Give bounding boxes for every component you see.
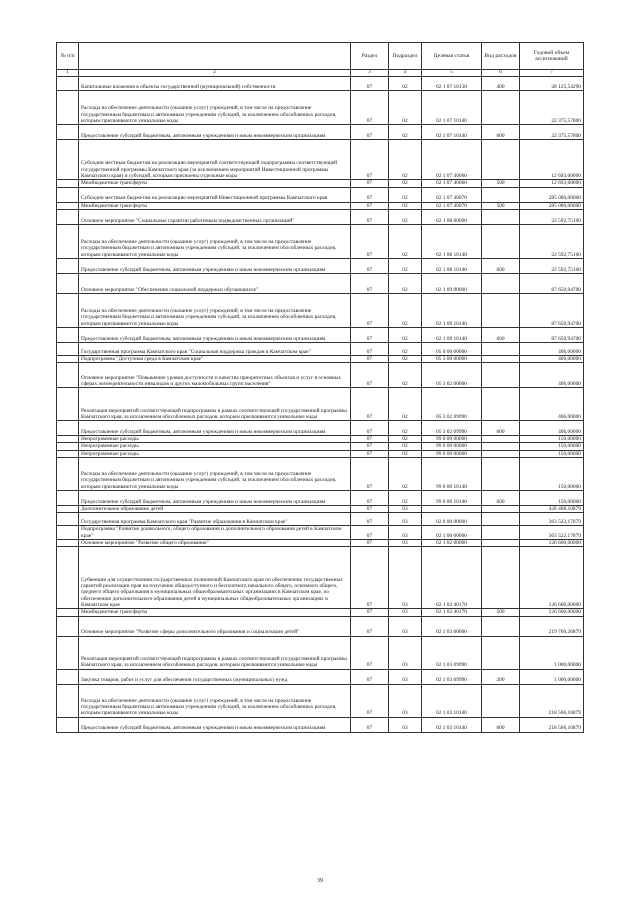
row-subsection-cell: 03 bbox=[389, 513, 422, 526]
row-name-cell: Предоставление субсидий бюджетным, автономным учреждениям и иным некоммерческим организациям bbox=[79, 717, 351, 732]
row-amount-cell: 126 600,00000 bbox=[520, 609, 584, 616]
row-subsection-cell: 03 bbox=[389, 669, 422, 684]
row-subsection-cell: 02 bbox=[389, 125, 422, 140]
row-target-cell: 02 1 00 00000 bbox=[422, 526, 482, 540]
row-num-cell bbox=[57, 450, 79, 457]
row-name-cell: Основное мероприятие "Развитие общего образования" bbox=[79, 539, 351, 546]
row-amount-cell: 219 760,26879 bbox=[520, 616, 584, 636]
row-name-cell: Непрограммные расходы bbox=[79, 443, 351, 450]
row-subsection-cell: 02 bbox=[389, 140, 422, 180]
row-target-cell: 02 1 09 10140 bbox=[422, 327, 482, 342]
row-name-cell: Субвенции для осуществления государственных полномочий Камчатского края по обеспечению государственных гарантий реализации прав на получение общедоступного и бесплатного начального общего, основного общего, среднего общего образования в муниципальных общеобразовательных организациях в Камчатском крае, по обеспечению дополнительного образования детей в муниципальных общеобразовательных организациях в Камчатском крае bbox=[79, 547, 351, 609]
row-exptype-cell: 600 bbox=[482, 491, 520, 506]
row-subsection-cell: 02 bbox=[389, 187, 422, 202]
row-num-cell bbox=[57, 140, 79, 180]
row-amount-cell: 218 566,16879 bbox=[520, 684, 584, 717]
row-exptype-cell bbox=[482, 140, 520, 180]
row-section-cell: 07 bbox=[351, 342, 389, 355]
row-subsection-cell: 02 bbox=[389, 258, 422, 273]
row-section-cell: 07 bbox=[351, 669, 389, 684]
table-row bbox=[57, 609, 584, 616]
row-target-cell: 02 1 03 00000 bbox=[422, 616, 482, 636]
row-target-cell: 02 1 09 00000 bbox=[422, 273, 482, 293]
row-amount-cell: 285 000,00000 bbox=[520, 202, 584, 209]
row-exptype-cell: 600 bbox=[482, 125, 520, 140]
row-exptype-cell bbox=[482, 342, 520, 355]
column-number: 1 bbox=[57, 70, 79, 77]
row-name-cell: Расходы на обеспечение деятельности (оказание услуг) учреждений, в том числе на предоставление государственным бюджетным и автономным учреждениям субсидий, за исключением обособленных расходов, которым присваиваются уникальные коды bbox=[79, 293, 351, 327]
row-amount-cell: 12 693,60000 bbox=[520, 180, 584, 187]
table-row bbox=[57, 458, 584, 491]
column-number-row bbox=[57, 70, 584, 77]
row-section-cell: 07 bbox=[351, 140, 389, 180]
table-row bbox=[57, 513, 584, 526]
row-name-cell: Государственная программа Камчатского края "Развитие образования в Камчатском крае" bbox=[79, 513, 351, 526]
row-amount-cell: 150,00000 bbox=[520, 450, 584, 457]
row-subsection-cell: 03 bbox=[389, 526, 422, 540]
row-name-cell: Расходы на обеспечение деятельности (оказание услуг) учреждений, в том числе на предоставление государственным бюджетным и автономным учреждениям субсидий, за исключением обособленных расходов, которым присваиваются уникальные коды bbox=[79, 684, 351, 717]
row-name-cell: Подпрограмма "Развитие дошкольного, общего образования и дополнительного образования детей в Камчатском крае" bbox=[79, 526, 351, 540]
row-name-cell: Основное мероприятие "Социальные гарантии работникам подведомственных организаций" bbox=[79, 209, 351, 224]
table-row bbox=[57, 616, 584, 636]
table-row bbox=[57, 273, 584, 293]
row-target-cell: 02 0 00 00000 bbox=[422, 513, 482, 526]
row-subsection-cell: 02 bbox=[389, 421, 422, 436]
row-name-cell: Субсидии местным бюджетам на реализацию мероприятий Инвестиционной программы Камчатского края bbox=[79, 187, 351, 202]
table-row bbox=[57, 258, 584, 273]
row-name-cell: Предоставление субсидий бюджетным, автономным учреждениям и иным некоммерческим организациям bbox=[79, 421, 351, 436]
row-exptype-cell bbox=[482, 187, 520, 202]
row-amount-cell: 126 600,00000 bbox=[520, 539, 584, 546]
row-section-cell: 07 bbox=[351, 388, 389, 421]
row-section-cell: 07 bbox=[351, 125, 389, 140]
row-exptype-cell: 500 bbox=[482, 180, 520, 187]
row-name-cell: Непрограммные расходы bbox=[79, 436, 351, 443]
row-subsection-cell: 02 bbox=[389, 436, 422, 443]
table-row bbox=[57, 526, 584, 540]
row-section-cell: 07 bbox=[351, 273, 389, 293]
row-num-cell bbox=[57, 363, 79, 388]
row-subsection-cell: 02 bbox=[389, 91, 422, 125]
row-subsection-cell: 03 bbox=[389, 684, 422, 717]
row-target-cell: 99 0 00 00000 bbox=[422, 443, 482, 450]
table-row bbox=[57, 491, 584, 506]
row-num-cell bbox=[57, 202, 79, 209]
row-target-cell: 05 0 00 00000 bbox=[422, 342, 482, 355]
table-row bbox=[57, 224, 584, 258]
row-target-cell: 02 1 08 00000 bbox=[422, 209, 482, 224]
row-exptype-cell: 600 bbox=[482, 421, 520, 436]
table-row bbox=[57, 450, 584, 457]
row-subsection-cell: 02 bbox=[389, 180, 422, 187]
row-amount-cell: 22 592,75100 bbox=[520, 224, 584, 258]
row-target-cell: 02 1 08 10140 bbox=[422, 258, 482, 273]
column-number: 2 bbox=[79, 70, 351, 77]
row-target-cell: 99 0 00 00000 bbox=[422, 436, 482, 443]
row-exptype-cell bbox=[482, 293, 520, 327]
row-exptype-cell bbox=[482, 450, 520, 457]
table-row bbox=[57, 636, 584, 669]
row-target-cell: 02 1 03 10140 bbox=[422, 684, 482, 717]
table-row bbox=[57, 717, 584, 732]
table-row bbox=[57, 669, 584, 684]
table-row bbox=[57, 91, 584, 125]
row-amount-cell: 406,00000 bbox=[520, 421, 584, 436]
row-amount-cell: 150,00000 bbox=[520, 458, 584, 491]
row-name-cell: Закупка товаров, работ и услуг для обеспечения государственных (муниципальных) нужд bbox=[79, 669, 351, 684]
row-subsection-cell: 02 bbox=[389, 77, 422, 91]
row-name-cell: Реализация мероприятий соответствующей подпрограммы в рамках соответствующей государственной программы Камчатского края, за исключением обособленных расходов, которым присваиваются уникальные коды bbox=[79, 388, 351, 421]
row-target-cell: 05 3 02 09990 bbox=[422, 388, 482, 421]
row-target-cell: 99 0 00 10140 bbox=[422, 491, 482, 506]
row-num-cell bbox=[57, 436, 79, 443]
row-subsection-cell: 02 bbox=[389, 209, 422, 224]
row-num-cell bbox=[57, 491, 79, 506]
row-subsection-cell: 03 bbox=[389, 717, 422, 732]
row-target-cell: 02 1 07 40060 bbox=[422, 140, 482, 180]
row-section-cell: 07 bbox=[351, 327, 389, 342]
budget-table bbox=[56, 42, 584, 733]
header-subsection: Подраздел bbox=[389, 43, 422, 70]
table-row bbox=[57, 125, 584, 140]
table-row bbox=[57, 443, 584, 450]
row-exptype-cell bbox=[482, 513, 520, 526]
table-row bbox=[57, 355, 584, 362]
row-amount-cell: 22 375,57800 bbox=[520, 91, 584, 125]
row-num-cell bbox=[57, 539, 79, 546]
table-row bbox=[57, 187, 584, 202]
row-num-cell bbox=[57, 513, 79, 526]
row-section-cell: 07 bbox=[351, 616, 389, 636]
row-name-cell: Субсидии местным бюджетам на реализацию мероприятий соответствующей подпрограммы соответствующей государственной программы Камчатского края (за исключением мероприятий Инвестиционной программы Камчатского края) и субсидий, которым присвоены отдельные коды bbox=[79, 140, 351, 180]
table-row bbox=[57, 547, 584, 609]
row-exptype-cell: 400 bbox=[482, 77, 520, 91]
column-number: 5 bbox=[422, 70, 482, 77]
row-section-cell: 07 bbox=[351, 547, 389, 609]
row-name-cell: Основное мероприятие "Развитие сферы дополнительного образования и социализации детей" bbox=[79, 616, 351, 636]
row-name-cell: Предоставление субсидий бюджетным, автономным учреждениям и иным некоммерческим организациям bbox=[79, 327, 351, 342]
row-num-cell bbox=[57, 684, 79, 717]
row-amount-cell: 363 522,17879 bbox=[520, 513, 584, 526]
row-amount-cell: 1 000,00000 bbox=[520, 636, 584, 669]
row-exptype-cell: 500 bbox=[482, 609, 520, 616]
table-row bbox=[57, 140, 584, 180]
row-exptype-cell bbox=[482, 506, 520, 513]
row-exptype-cell: 500 bbox=[482, 202, 520, 209]
row-target-cell: 02 1 02 00000 bbox=[422, 539, 482, 546]
row-num-cell bbox=[57, 526, 79, 540]
row-section-cell: 07 bbox=[351, 636, 389, 669]
table-row bbox=[57, 202, 584, 209]
row-target-cell: 99 0 00 10140 bbox=[422, 458, 482, 491]
row-section-cell: 07 bbox=[351, 187, 389, 202]
column-number: 4 bbox=[389, 70, 422, 77]
table-row bbox=[57, 506, 584, 513]
row-target-cell: 99 0 00 00000 bbox=[422, 450, 482, 457]
row-name-cell: Подпрограмма "Доступная среда в Камчатском крае" bbox=[79, 355, 351, 362]
row-amount-cell: 285 000,00000 bbox=[520, 187, 584, 202]
table-row bbox=[57, 293, 584, 327]
row-target-cell: 05 3 00 00000 bbox=[422, 355, 482, 362]
row-amount-cell: 406,00000 bbox=[520, 363, 584, 388]
row-name-cell: Основное мероприятие "Повышение уровня доступности и качества приоритетных объектов и услуг в основных сферах жизнедеятельности инвалидов и других маломобильных групп населения" bbox=[79, 363, 351, 388]
row-subsection-cell: 02 bbox=[389, 363, 422, 388]
row-exptype-cell bbox=[482, 636, 520, 669]
row-amount-cell: 406,00000 bbox=[520, 388, 584, 421]
row-exptype-cell bbox=[482, 91, 520, 125]
row-num-cell bbox=[57, 209, 79, 224]
table-row bbox=[57, 363, 584, 388]
row-num-cell bbox=[57, 636, 79, 669]
row-section-cell: 07 bbox=[351, 539, 389, 546]
row-subsection-cell: 03 bbox=[389, 616, 422, 636]
row-subsection-cell: 02 bbox=[389, 355, 422, 362]
row-target-cell: 02 1 03 10140 bbox=[422, 717, 482, 732]
row-num-cell bbox=[57, 258, 79, 273]
row-exptype-cell bbox=[482, 273, 520, 293]
row-subsection-cell: 03 bbox=[389, 547, 422, 609]
row-num-cell bbox=[57, 327, 79, 342]
row-subsection-cell: 02 bbox=[389, 342, 422, 355]
page-number: 39 bbox=[317, 878, 323, 884]
row-subsection-cell: 02 bbox=[389, 327, 422, 342]
row-num-cell bbox=[57, 224, 79, 258]
table-row bbox=[57, 388, 584, 421]
row-name-cell: Расходы на обеспечение деятельности (оказание услуг) учреждений, в том числе на предоставление государственным бюджетным и автономным учреждениям субсидий, за исключением обособленных расходов, которым присваиваются уникальные коды bbox=[79, 458, 351, 491]
row-target-cell: 02 1 08 10140 bbox=[422, 224, 482, 258]
header-amount: Годовой объем ассигнований bbox=[520, 43, 584, 70]
row-section-cell: 07 bbox=[351, 458, 389, 491]
row-num-cell bbox=[57, 187, 79, 202]
row-num-cell bbox=[57, 388, 79, 421]
row-name-cell: Предоставление субсидий бюджетным, автономным учреждениям и иным некоммерческим организациям bbox=[79, 125, 351, 140]
row-exptype-cell: 600 bbox=[482, 717, 520, 732]
row-exptype-cell bbox=[482, 388, 520, 421]
row-section-cell: 07 bbox=[351, 293, 389, 327]
row-amount-cell: 363 522,17879 bbox=[520, 526, 584, 540]
row-name-cell: Расходы на обеспечение деятельности (оказание услуг) учреждений, в том числе на предоставление государственным бюджетным и автономным учреждениям субсидий, за исключением обособленных расходов, которым присваиваются уникальные коды bbox=[79, 91, 351, 125]
table-row bbox=[57, 327, 584, 342]
header-name bbox=[79, 43, 351, 70]
row-subsection-cell: 03 bbox=[389, 636, 422, 669]
row-exptype-cell bbox=[482, 436, 520, 443]
row-section-cell: 07 bbox=[351, 436, 389, 443]
header-exptype: Вид расходов bbox=[482, 43, 520, 70]
row-section-cell: 07 bbox=[351, 258, 389, 273]
row-num-cell bbox=[57, 443, 79, 450]
row-num-cell bbox=[57, 273, 79, 293]
row-num-cell bbox=[57, 669, 79, 684]
table-row bbox=[57, 539, 584, 546]
row-num-cell bbox=[57, 293, 79, 327]
row-amount-cell: 22 375,57800 bbox=[520, 125, 584, 140]
row-section-cell: 07 bbox=[351, 526, 389, 540]
row-section-cell: 07 bbox=[351, 355, 389, 362]
row-subsection-cell: 02 bbox=[389, 458, 422, 491]
row-subsection-cell: 02 bbox=[389, 450, 422, 457]
table-row bbox=[57, 180, 584, 187]
row-name-cell: Дополнительное образование детей bbox=[79, 506, 351, 513]
row-exptype-cell bbox=[482, 224, 520, 258]
column-number: 7 bbox=[520, 70, 584, 77]
header-target: Целевая статья bbox=[422, 43, 482, 70]
row-subsection-cell: 03 bbox=[389, 506, 422, 513]
table-row bbox=[57, 209, 584, 224]
row-amount-cell: 1 000,00000 bbox=[520, 669, 584, 684]
row-subsection-cell: 02 bbox=[389, 388, 422, 421]
row-amount-cell: 87 650,94700 bbox=[520, 293, 584, 327]
table-row bbox=[57, 684, 584, 717]
row-target-cell: 02 1 02 40170 bbox=[422, 609, 482, 616]
row-exptype-cell bbox=[482, 684, 520, 717]
row-section-cell: 07 bbox=[351, 717, 389, 732]
row-name-cell: Государственная программа Камчатского края "Социальная поддержка граждан в Камчатском крае" bbox=[79, 342, 351, 355]
row-target-cell: 02 1 07 40060 bbox=[422, 180, 482, 187]
row-section-cell: 07 bbox=[351, 363, 389, 388]
row-subsection-cell: 03 bbox=[389, 539, 422, 546]
row-exptype-cell bbox=[482, 539, 520, 546]
row-section-cell: 07 bbox=[351, 224, 389, 258]
table-body bbox=[57, 77, 584, 732]
row-exptype-cell: 600 bbox=[482, 327, 520, 342]
row-name-cell: Реализация мероприятий соответствующей подпрограммы в рамках соответствующей государственной программы Камчатского края, за исключением обособленных расходов, которым присваиваются уникальные коды bbox=[79, 636, 351, 669]
row-target-cell: 02 1 07 10140 bbox=[422, 125, 482, 140]
row-section-cell: 07 bbox=[351, 443, 389, 450]
row-amount-cell: 428 408,10879 bbox=[520, 506, 584, 513]
row-section-cell: 07 bbox=[351, 684, 389, 717]
row-num-cell bbox=[57, 355, 79, 362]
row-amount-cell: 406,00000 bbox=[520, 355, 584, 362]
row-num-cell bbox=[57, 547, 79, 609]
row-name-cell: Межбюджетные трансферты bbox=[79, 609, 351, 616]
row-name-cell: Предоставление субсидий бюджетным, автономным учреждениям и иным некоммерческим организациям bbox=[79, 491, 351, 506]
row-num-cell bbox=[57, 421, 79, 436]
column-number: 3 bbox=[351, 70, 389, 77]
row-amount-cell: 150,00000 bbox=[520, 436, 584, 443]
row-name-cell: Межбюджетные трансферты bbox=[79, 202, 351, 209]
row-section-cell: 07 bbox=[351, 77, 389, 91]
row-exptype-cell bbox=[482, 526, 520, 540]
row-amount-cell: 22 592,75100 bbox=[520, 209, 584, 224]
row-amount-cell: 28 125,54290 bbox=[520, 77, 584, 91]
table-header-row bbox=[57, 43, 584, 70]
row-num-cell bbox=[57, 609, 79, 616]
row-name-cell: Основное мероприятие "Обеспечение социальной поддержки обучающихся" bbox=[79, 273, 351, 293]
row-amount-cell: 87 650,94700 bbox=[520, 327, 584, 342]
row-subsection-cell: 02 bbox=[389, 443, 422, 450]
row-exptype-cell bbox=[482, 616, 520, 636]
row-num-cell bbox=[57, 91, 79, 125]
row-exptype-cell bbox=[482, 458, 520, 491]
row-target-cell: 02 1 07 10130 bbox=[422, 77, 482, 91]
row-target-cell bbox=[422, 506, 482, 513]
row-section-cell: 07 bbox=[351, 609, 389, 616]
row-target-cell: 05 3 02 00000 bbox=[422, 363, 482, 388]
table-row bbox=[57, 421, 584, 436]
row-num-cell bbox=[57, 717, 79, 732]
row-target-cell: 02 1 07 40070 bbox=[422, 187, 482, 202]
row-section-cell: 07 bbox=[351, 450, 389, 457]
row-exptype-cell: 600 bbox=[482, 258, 520, 273]
row-section-cell: 07 bbox=[351, 506, 389, 513]
row-exptype-cell bbox=[482, 363, 520, 388]
row-name-cell: Межбюджетные трансферты bbox=[79, 180, 351, 187]
row-amount-cell: 150,00000 bbox=[520, 443, 584, 450]
row-subsection-cell: 02 bbox=[389, 224, 422, 258]
row-name-cell: Расходы на обеспечение деятельности (оказание услуг) учреждений, в том числе на предоставление государственным бюджетным и автономным учреждениям субсидий, за исключением обособленных расходов, которым присваиваются уникальные коды bbox=[79, 224, 351, 258]
row-amount-cell: 12 693,60000 bbox=[520, 140, 584, 180]
row-exptype-cell: 200 bbox=[482, 669, 520, 684]
row-name-cell: Непрограммные расходы bbox=[79, 450, 351, 457]
row-num-cell bbox=[57, 77, 79, 91]
row-target-cell: 02 1 03 09990 bbox=[422, 636, 482, 669]
row-target-cell: 02 1 09 10140 bbox=[422, 293, 482, 327]
row-amount-cell: 22 592,75100 bbox=[520, 258, 584, 273]
row-section-cell: 07 bbox=[351, 209, 389, 224]
row-num-cell bbox=[57, 342, 79, 355]
row-section-cell: 07 bbox=[351, 491, 389, 506]
row-num-cell bbox=[57, 458, 79, 491]
table-row bbox=[57, 77, 584, 91]
row-name-cell: Предоставление субсидий бюджетным, автономным учреждениям и иным некоммерческим организациям bbox=[79, 258, 351, 273]
row-target-cell: 02 1 03 09990 bbox=[422, 669, 482, 684]
row-num-cell bbox=[57, 616, 79, 636]
row-subsection-cell: 02 bbox=[389, 293, 422, 327]
row-subsection-cell: 02 bbox=[389, 202, 422, 209]
table-row bbox=[57, 436, 584, 443]
row-num-cell bbox=[57, 125, 79, 140]
row-section-cell: 07 bbox=[351, 513, 389, 526]
row-section-cell: 07 bbox=[351, 421, 389, 436]
row-subsection-cell: 02 bbox=[389, 491, 422, 506]
row-section-cell: 07 bbox=[351, 91, 389, 125]
row-section-cell: 07 bbox=[351, 202, 389, 209]
row-subsection-cell: 02 bbox=[389, 273, 422, 293]
row-num-cell bbox=[57, 180, 79, 187]
header-section: Раздел bbox=[351, 43, 389, 70]
row-subsection-cell: 03 bbox=[389, 609, 422, 616]
row-target-cell: 02 1 07 40070 bbox=[422, 202, 482, 209]
row-section-cell: 07 bbox=[351, 180, 389, 187]
table-row bbox=[57, 342, 584, 355]
column-number: 6 bbox=[482, 70, 520, 77]
header-num: № п/п bbox=[57, 43, 79, 70]
row-amount-cell: 150,00000 bbox=[520, 491, 584, 506]
row-amount-cell: 87 650,94700 bbox=[520, 273, 584, 293]
row-exptype-cell bbox=[482, 547, 520, 609]
row-exptype-cell bbox=[482, 443, 520, 450]
row-exptype-cell bbox=[482, 355, 520, 362]
row-target-cell: 02 1 02 40170 bbox=[422, 547, 482, 609]
row-amount-cell: 218 566,16879 bbox=[520, 717, 584, 732]
row-amount-cell: 126 600,00000 bbox=[520, 547, 584, 609]
row-name-cell: Капитальные вложения в объекты государственной (муниципальной) собственности bbox=[79, 77, 351, 91]
row-target-cell: 02 1 07 10140 bbox=[422, 91, 482, 125]
row-amount-cell: 406,00000 bbox=[520, 342, 584, 355]
row-exptype-cell bbox=[482, 209, 520, 224]
row-target-cell: 05 3 02 09990 bbox=[422, 421, 482, 436]
row-num-cell bbox=[57, 506, 79, 513]
